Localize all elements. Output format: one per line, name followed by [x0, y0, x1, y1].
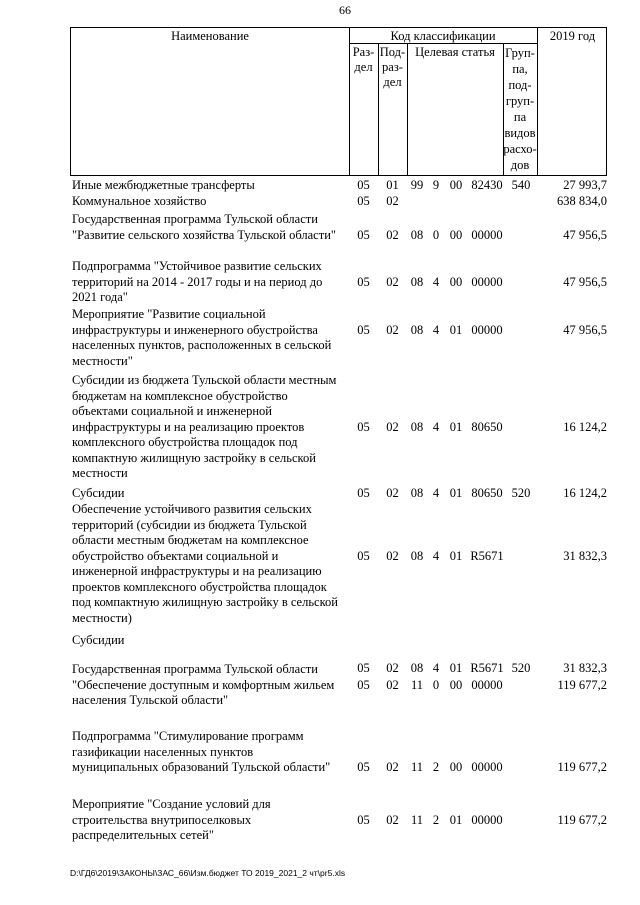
row-code-c3: 00 [449, 677, 463, 692]
row-name: Иные межбюджетные трансферты [72, 178, 255, 192]
row-amount: 119 677,2 [557, 760, 607, 774]
row-code-r: 05 [357, 677, 370, 692]
header-target: Целевая статья [415, 45, 495, 59]
row-amount: 31 832,3 [563, 548, 607, 563]
row-code-c4: 00000 [471, 322, 503, 337]
page-number: 66 [339, 3, 351, 17]
row-code-c1: 11 [410, 677, 424, 692]
row-code-pr: 02 [386, 274, 399, 289]
row-code-c4: 00000 [471, 760, 503, 774]
row-amount: 16 124,2 [563, 486, 607, 500]
row-code-c1: 11 [410, 812, 424, 827]
row-code-c2: 4 [432, 419, 440, 434]
row-code-c4: 80650 [471, 419, 503, 434]
row-name: Государственная программа Тульской области "Развитие сельского хозяйства Тульской области" [72, 212, 336, 242]
row-name: Субсидии [72, 486, 125, 500]
row-code-c3: 01 [449, 660, 463, 675]
row-name: Подпрограмма "Устойчивое развитие сельских территорий на 2014 - 2017 годы и на период до 2021 года" [72, 259, 323, 304]
table-header [70, 27, 607, 176]
row-name: Субсидии из бюджета Тульской области местным бюджетам на комплексное обустройство объектами социальной и инженерной инфраструктуры и на реализацию проектов комплексного обустройства площадок под компактную жилищную застройку в сельской местности [72, 373, 337, 480]
row-code-r: 05 [357, 760, 370, 774]
row-code-c2: 4 [432, 548, 440, 563]
row-code-c3: 01 [449, 486, 463, 500]
row-code-pr: 02 [386, 760, 399, 774]
row-code-r: 05 [357, 194, 370, 208]
row-code-c1: 08 [410, 322, 424, 337]
row-amount: 119 677,2 [557, 677, 607, 692]
row-code-r: 05 [357, 419, 370, 434]
row-code-c1: 08 [410, 486, 424, 500]
row-code-r: 05 [357, 274, 370, 289]
row-code-r: 05 [357, 812, 370, 827]
row-code-c2: 4 [432, 274, 440, 289]
row-code-pr: 02 [386, 194, 399, 208]
row-name: Мероприятие "Создание условий для строительства внутрипоселковых распределительных сетей" [72, 797, 271, 842]
row-code-pr: 02 [386, 812, 399, 827]
row-code-c3: 01 [449, 419, 463, 434]
row-code-c2: 9 [432, 178, 440, 192]
row-code-c1: 08 [410, 660, 424, 675]
row-code-c1: 99 [410, 178, 424, 192]
file-path: D:\ГД6\2019\ЗАКОНЫ\ЗАС_66\Изм.бюджет ТО 2019_2021_2 чт\pr5.xls [70, 868, 346, 878]
row-amount: 27 993,7 [563, 178, 607, 192]
row-amount: 31 832,3 [563, 660, 607, 675]
row-code-c3: 00 [449, 178, 463, 192]
row-code-c4: R5671 [470, 660, 504, 675]
row-code-vr: 520 [511, 660, 531, 675]
row-code-r: 05 [357, 486, 370, 500]
row-name: Обеспечение устойчивого развития сельских территорий (субсидии из бюджета Тульской области местным бюджетам на комплексное обустройство объектами социальной и инженерной инфраструктуры и на реализацию проектов комплексного обустройства площадок под компактную жилищную застройку в сельской местности) [72, 502, 338, 625]
row-name: Коммунальное хозяйство [72, 194, 207, 208]
row-amount: 16 124,2 [563, 419, 607, 434]
row-code-c4: 00000 [471, 677, 503, 692]
row-code-c2: 4 [432, 322, 440, 337]
row-code-c3: 01 [449, 812, 463, 827]
row-code-pr: 02 [386, 486, 399, 500]
row-code-pr: 02 [386, 419, 399, 434]
row-amount: 47 956,5 [563, 274, 607, 289]
row-code-c3: 00 [449, 760, 463, 774]
row-name: Подпрограмма "Стимулирование программ газификации населенных пунктов муниципальных образований Тульской области" [72, 729, 331, 774]
row-code-c2: 0 [432, 227, 440, 242]
row-code-pr: 01 [386, 178, 399, 192]
row-code-pr: 02 [386, 227, 399, 242]
row-code-pr: 02 [386, 660, 399, 675]
row-amount: 119 677,2 [557, 812, 607, 827]
row-code-c1: 08 [410, 548, 424, 563]
row-code-c1: 08 [410, 419, 424, 434]
row-code-c3: 01 [449, 548, 463, 563]
row-code-c2: 2 [432, 812, 440, 827]
row-code-r: 05 [357, 178, 370, 192]
header-year: 2019 год [549, 29, 596, 43]
row-code-c1: 08 [410, 227, 424, 242]
row-code-c4: 00000 [471, 274, 503, 289]
header-razdel: Раз- дел [352, 45, 375, 74]
row-code-c4: 00000 [471, 227, 503, 242]
row-name: Государственная программа Тульской области "Обеспечение доступным и комфортным жильем населения Тульской области" [72, 662, 335, 707]
row-code-vr: 540 [511, 178, 531, 192]
row-amount: 47 956,5 [563, 322, 607, 337]
header-group: Груп- па, под- груп- па видов расхо- дов [503, 46, 537, 172]
row-code-c1: 08 [410, 274, 424, 289]
row-code-c1: 11 [410, 760, 424, 774]
row-code-c3: 00 [449, 227, 463, 242]
row-code-c4: 82430 [471, 178, 503, 192]
row-amount: 47 956,5 [563, 227, 607, 242]
header-podrazdel: Под- раз- дел [379, 45, 406, 89]
row-code-c4: 00000 [471, 812, 503, 827]
row-code-r: 05 [357, 227, 370, 242]
row-code-c4: R5671 [470, 548, 504, 563]
row-code-pr: 02 [386, 548, 399, 563]
row-code-r: 05 [357, 548, 370, 563]
row-amount: 638 834,0 [557, 194, 607, 208]
row-code-pr: 02 [386, 677, 399, 692]
header-code: Код классификации [390, 29, 496, 43]
row-code-c3: 00 [449, 274, 463, 289]
row-code-pr: 02 [386, 322, 399, 337]
row-code-c4: 80650 [471, 486, 503, 500]
row-code-c3: 01 [449, 322, 463, 337]
row-name: Субсидии [72, 633, 125, 647]
row-code-r: 05 [357, 660, 370, 675]
row-code-c2: 4 [432, 660, 440, 675]
row-name: Мероприятие "Развитие социальной инфраструктуры и инженерного обустройства населенных пунктов, расположенных в сельской местности" [72, 307, 332, 368]
row-code-vr: 520 [511, 486, 531, 500]
row-code-c2: 2 [432, 760, 440, 774]
row-code-c2: 4 [432, 486, 440, 500]
row-code-r: 05 [357, 322, 370, 337]
row-code-c2: 0 [432, 677, 440, 692]
header-name: Наименование [171, 29, 249, 43]
